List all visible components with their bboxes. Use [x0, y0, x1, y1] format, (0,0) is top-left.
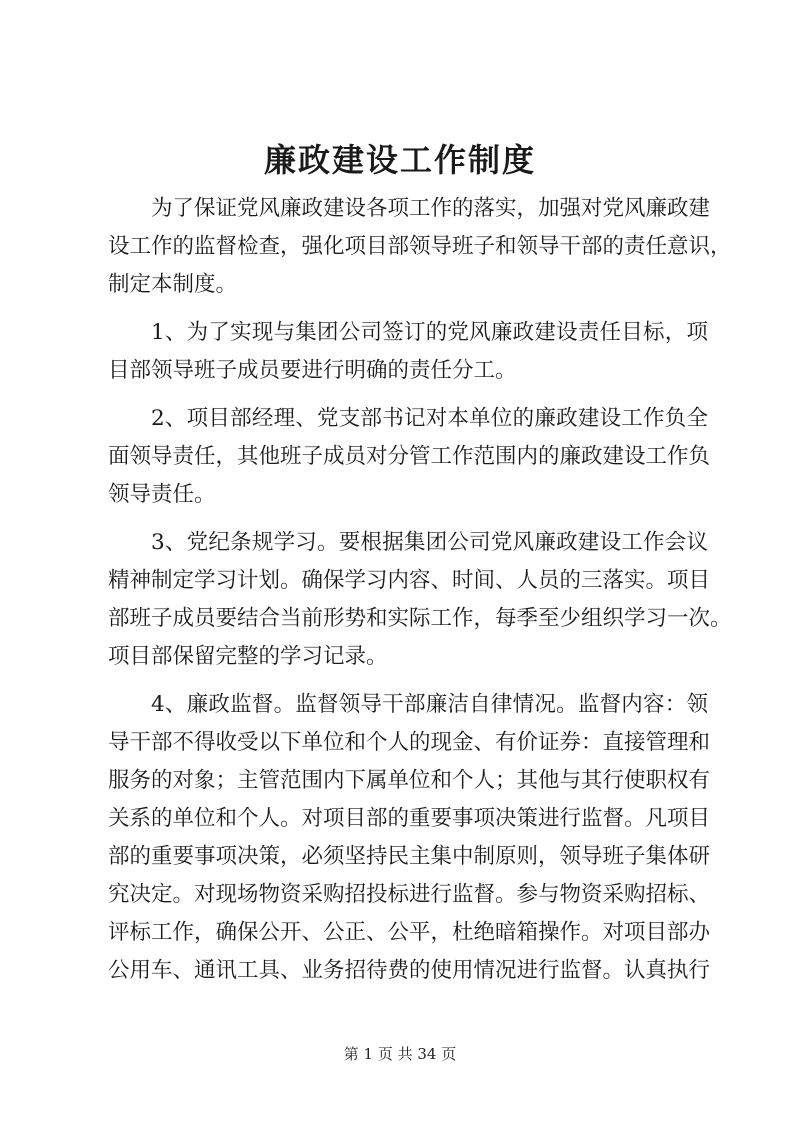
paragraph-line: 精神制定学习计划。确保学习内容、时间、人员的三落实。项目 [108, 568, 711, 593]
document-body [108, 190, 732, 990]
paragraph-line: 为了保证党风廉政建设各项工作的落实，加强对党风廉政建 [151, 196, 711, 221]
paragraph-line: 3、党纪条规学习。要根据集团公司党风廉政建设工作会议 [151, 530, 708, 555]
paragraph-line: 面领导责任，其他班子成员对分管工作范围内的廉政建设工作负 [108, 444, 711, 469]
paragraph [108, 686, 711, 990]
paragraph-line: 究决定。对现场物资采购招投标进行监督。参与物资采购招标、 [108, 882, 711, 907]
paragraph-line: 部的重要事项决策，必须坚持民主集中制原则，领导班子集体研 [108, 844, 711, 869]
paragraph [108, 314, 708, 390]
paragraph-spacer [108, 676, 708, 686]
paragraph [108, 524, 732, 676]
paragraph-spacer [108, 390, 708, 400]
paragraph-line: 2、项目部经理、党支部书记对本单位的廉政建设工作负全 [151, 406, 708, 431]
paragraph-line: 项目部保留完整的学习记录。 [108, 644, 388, 669]
paragraph-line: 制定本制度。 [108, 272, 238, 297]
paragraph-line: 领导责任。 [108, 482, 216, 507]
paragraph-line: 部班子成员要结合当前形势和实际工作，每季至少组织学习一次。 [108, 606, 732, 631]
paragraph [108, 400, 711, 514]
paragraph-spacer [108, 304, 708, 314]
paragraph-line: 公用车、通讯工具、业务招待费的使用情况进行监督。认真执行 [108, 958, 711, 983]
paragraph-line: 设工作的监督检查，强化项目部领导班子和领导干部的责任意识， [108, 234, 732, 259]
paragraph-line: 4、廉政监督。监督领导干部廉洁自律情况。监督内容：领 [151, 692, 708, 717]
paragraph-line: 关系的单位和个人。对项目部的重要事项决策进行监督。凡项目 [108, 806, 711, 831]
page-footer: 第 1 页 共 34 页 [343, 1045, 457, 1063]
paragraph-line: 导干部不得收受以下单位和个人的现金、有价证券：直接管理和 [108, 730, 711, 755]
paragraph [108, 190, 732, 304]
paragraph-line: 评标工作，确保公开、公正、公平，杜绝暗箱操作。对项目部办 [108, 920, 711, 945]
paragraph-line: 1、为了实现与集团公司签订的党风廉政建设责任目标，项 [151, 320, 708, 345]
paragraph-line: 目部领导班子成员要进行明确的责任分工。 [108, 358, 517, 383]
document-title: 廉政建设工作制度 [263, 141, 536, 179]
paragraph-line: 服务的对象；主管范围内下属单位和个人；其他与其行使职权有 [108, 768, 711, 793]
paragraph-spacer [108, 514, 708, 524]
